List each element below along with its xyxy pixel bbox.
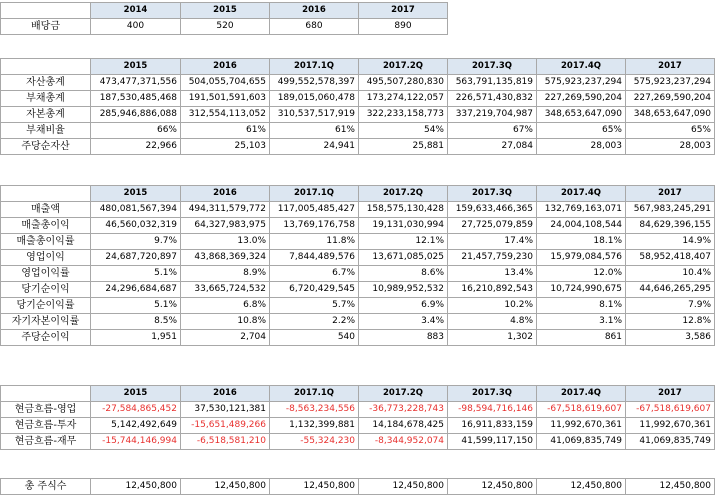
value-cell[interactable]: 41,069,835,749 (537, 434, 626, 450)
row-label[interactable]: 매출총이익률 (1, 234, 91, 250)
dividend-value[interactable]: 890 (359, 19, 448, 35)
table-row (1, 139, 715, 155)
cashflow-table (0, 385, 715, 450)
period-header[interactable]: 2017.2Q (359, 386, 448, 402)
value-cell[interactable]: 117,005,485,427 (270, 202, 359, 218)
value-cell[interactable]: 1,302 (448, 330, 537, 346)
period-header[interactable]: 2017.2Q (359, 59, 448, 75)
value-cell[interactable]: 84,629,396,155 (626, 218, 715, 234)
value-cell[interactable]: 2.2% (270, 314, 359, 330)
value-cell[interactable]: 575,923,237,294 (537, 75, 626, 91)
value-cell[interactable]: 132,769,163,071 (537, 202, 626, 218)
dividend-value[interactable]: 400 (91, 19, 181, 35)
value-cell[interactable]: 12,450,800 (181, 479, 270, 495)
period-header[interactable]: 2017.4Q (537, 59, 626, 75)
value-cell[interactable]: 24,296,684,687 (91, 282, 181, 298)
value-cell[interactable]: 9.7% (91, 234, 181, 250)
period-header[interactable]: 2017.3Q (448, 59, 537, 75)
value-cell[interactable]: 61% (181, 123, 270, 139)
value-cell[interactable]: 504,055,704,655 (181, 75, 270, 91)
row-label[interactable]: 부채비율 (1, 123, 91, 139)
table-row (1, 75, 715, 91)
value-cell[interactable]: 54% (359, 123, 448, 139)
value-cell[interactable]: 5.1% (91, 266, 181, 282)
table-row (1, 202, 715, 218)
table-row (1, 330, 715, 346)
value-cell[interactable]: 12.1% (359, 234, 448, 250)
value-cell[interactable]: 5.1% (91, 298, 181, 314)
income-table (0, 185, 715, 346)
value-cell[interactable]: -67,518,619,607 (537, 402, 626, 418)
value-cell[interactable]: 10,989,952,532 (359, 282, 448, 298)
table-row (1, 282, 715, 298)
value-cell[interactable]: 285,946,886,088 (91, 107, 181, 123)
value-cell[interactable]: 8.5% (91, 314, 181, 330)
dividend-value[interactable]: 520 (181, 19, 270, 35)
value-cell[interactable]: 22,966 (91, 139, 181, 155)
value-cell[interactable]: -98,594,716,146 (448, 402, 537, 418)
value-cell[interactable]: 575,923,237,294 (626, 75, 715, 91)
value-cell[interactable]: 227,269,590,204 (626, 91, 715, 107)
value-cell[interactable]: 43,868,369,324 (181, 250, 270, 266)
value-cell[interactable]: -67,518,619,607 (626, 402, 715, 418)
value-cell[interactable]: 187,530,485,468 (91, 91, 181, 107)
value-cell[interactable]: 65% (537, 123, 626, 139)
shares-table (0, 478, 715, 495)
value-cell[interactable]: 24,687,720,897 (91, 250, 181, 266)
row-label[interactable]: 주당순자산 (1, 139, 91, 155)
table-row (1, 234, 715, 250)
value-cell[interactable]: 312,554,113,052 (181, 107, 270, 123)
period-header[interactable]: 2016 (181, 186, 270, 202)
empty-cell[interactable] (1, 186, 91, 202)
value-cell[interactable]: 12,450,800 (537, 479, 626, 495)
period-header[interactable]: 2016 (181, 59, 270, 75)
value-cell[interactable]: 563,791,135,819 (448, 75, 537, 91)
year-header[interactable]: 2014 (91, 3, 181, 19)
value-cell[interactable]: 61% (270, 123, 359, 139)
dividend-table (0, 2, 448, 35)
value-cell[interactable]: 12,450,800 (270, 479, 359, 495)
empty-cell[interactable] (1, 386, 91, 402)
value-cell[interactable]: 8.1% (537, 298, 626, 314)
value-cell[interactable]: 540 (270, 330, 359, 346)
value-cell[interactable]: -6,518,581,210 (181, 434, 270, 450)
value-cell[interactable]: 3,586 (626, 330, 715, 346)
value-cell[interactable]: -27,584,865,452 (91, 402, 181, 418)
table-row (1, 314, 715, 330)
value-cell[interactable]: 1,951 (91, 330, 181, 346)
value-cell[interactable]: -8,344,952,074 (359, 434, 448, 450)
value-cell[interactable]: 16,911,833,159 (448, 418, 537, 434)
value-cell[interactable]: 25,881 (359, 139, 448, 155)
value-cell[interactable]: 66% (91, 123, 181, 139)
empty-cell[interactable] (1, 59, 91, 75)
value-cell[interactable]: 46,560,032,319 (91, 218, 181, 234)
period-header[interactable]: 2015 (91, 186, 181, 202)
table-row (1, 123, 715, 139)
value-cell[interactable]: 10.4% (626, 266, 715, 282)
value-cell[interactable]: 861 (537, 330, 626, 346)
value-cell[interactable]: 159,633,466,365 (448, 202, 537, 218)
table-row (1, 479, 715, 495)
dividend-label[interactable]: 배당금 (1, 19, 91, 35)
value-cell[interactable]: 13.4% (448, 266, 537, 282)
period-header[interactable]: 2017.3Q (448, 386, 537, 402)
row-label[interactable]: 현금흐름-재무 (1, 434, 91, 450)
table-row (1, 107, 715, 123)
value-cell[interactable]: 12.0% (537, 266, 626, 282)
value-cell[interactable]: 6.8% (181, 298, 270, 314)
year-header[interactable]: 2016 (270, 3, 359, 19)
table-row (1, 418, 715, 434)
row-label[interactable]: 부채총계 (1, 91, 91, 107)
value-cell[interactable]: 37,530,121,381 (181, 402, 270, 418)
value-cell[interactable]: 14,184,678,425 (359, 418, 448, 434)
value-cell[interactable]: 1,132,399,881 (270, 418, 359, 434)
value-cell[interactable]: -15,651,489,266 (181, 418, 270, 434)
value-cell[interactable]: 10,724,990,675 (537, 282, 626, 298)
year-header[interactable]: 2015 (181, 3, 270, 19)
value-cell[interactable]: 65% (626, 123, 715, 139)
value-cell[interactable]: -55,324,230 (270, 434, 359, 450)
value-cell[interactable]: 4.8% (448, 314, 537, 330)
value-cell[interactable]: 41,599,117,150 (448, 434, 537, 450)
value-cell[interactable]: 21,457,759,230 (448, 250, 537, 266)
balance-table (0, 58, 715, 155)
value-cell[interactable]: 226,571,430,832 (448, 91, 537, 107)
period-header[interactable]: 2017.4Q (537, 386, 626, 402)
value-cell[interactable]: 7,844,489,576 (270, 250, 359, 266)
table-row (1, 250, 715, 266)
shares-label[interactable]: 총 주식수 (1, 479, 91, 495)
row-label[interactable]: 매출액 (1, 202, 91, 218)
value-cell[interactable]: 25,103 (181, 139, 270, 155)
value-cell[interactable]: 883 (359, 330, 448, 346)
value-cell[interactable]: 6,720,429,545 (270, 282, 359, 298)
value-cell[interactable]: 18.1% (537, 234, 626, 250)
value-cell[interactable]: 3.4% (359, 314, 448, 330)
value-cell[interactable]: 14.9% (626, 234, 715, 250)
period-header[interactable]: 2017.1Q (270, 186, 359, 202)
empty-cell[interactable] (1, 3, 91, 19)
row-label[interactable]: 자기자본이익률 (1, 314, 91, 330)
value-cell[interactable]: 2,704 (181, 330, 270, 346)
value-cell[interactable]: 11,992,670,361 (626, 418, 715, 434)
period-header[interactable]: 2017.4Q (537, 186, 626, 202)
value-cell[interactable]: 189,015,060,478 (270, 91, 359, 107)
value-cell[interactable]: 58,952,418,407 (626, 250, 715, 266)
row-label[interactable]: 영업이익 (1, 250, 91, 266)
value-cell[interactable]: 173,274,122,057 (359, 91, 448, 107)
value-cell[interactable]: 494,311,579,772 (181, 202, 270, 218)
period-header[interactable]: 2015 (91, 59, 181, 75)
period-header[interactable]: 2017.2Q (359, 186, 448, 202)
value-cell[interactable]: 227,269,590,204 (537, 91, 626, 107)
value-cell[interactable]: 33,665,724,532 (181, 282, 270, 298)
value-cell[interactable]: 310,537,517,919 (270, 107, 359, 123)
row-label[interactable]: 자산총계 (1, 75, 91, 91)
period-header[interactable]: 2017.3Q (448, 186, 537, 202)
value-cell[interactable]: 24,941 (270, 139, 359, 155)
table-row (1, 91, 715, 107)
value-cell[interactable]: 348,653,647,090 (626, 107, 715, 123)
value-cell[interactable]: 337,219,704,987 (448, 107, 537, 123)
value-cell[interactable]: 13,671,085,025 (359, 250, 448, 266)
value-cell[interactable]: -15,744,146,994 (91, 434, 181, 450)
value-cell[interactable]: 12,450,800 (626, 479, 715, 495)
table-row (1, 298, 715, 314)
value-cell[interactable]: 17.4% (448, 234, 537, 250)
value-cell[interactable]: 11,992,670,361 (537, 418, 626, 434)
value-cell[interactable]: 322,233,158,773 (359, 107, 448, 123)
value-cell[interactable]: 16,210,892,543 (448, 282, 537, 298)
row-label[interactable]: 주당순이익 (1, 330, 91, 346)
row-label[interactable]: 현금흐름-투자 (1, 418, 91, 434)
period-header[interactable]: 2017 (626, 186, 715, 202)
value-cell[interactable]: 19,131,030,994 (359, 218, 448, 234)
value-cell[interactable]: 567,983,245,291 (626, 202, 715, 218)
row-label[interactable]: 당기순이익 (1, 282, 91, 298)
value-cell[interactable]: -8,563,234,556 (270, 402, 359, 418)
table-row (1, 266, 715, 282)
row-label[interactable]: 자본총계 (1, 107, 91, 123)
value-cell[interactable]: 12,450,800 (448, 479, 537, 495)
value-cell[interactable]: 12,450,800 (91, 479, 181, 495)
value-cell[interactable]: 191,501,591,603 (181, 91, 270, 107)
value-cell[interactable]: 28,003 (626, 139, 715, 155)
table-row (1, 434, 715, 450)
period-header[interactable]: 2017.1Q (270, 386, 359, 402)
period-header[interactable]: 2017.1Q (270, 59, 359, 75)
value-cell[interactable]: 13.0% (181, 234, 270, 250)
value-cell[interactable]: 499,552,578,397 (270, 75, 359, 91)
value-cell[interactable]: 10.2% (448, 298, 537, 314)
value-cell[interactable]: 28,003 (537, 139, 626, 155)
value-cell[interactable]: 44,646,265,295 (626, 282, 715, 298)
value-cell[interactable]: 10.8% (181, 314, 270, 330)
row-label[interactable]: 매출총이익 (1, 218, 91, 234)
value-cell[interactable]: 11.8% (270, 234, 359, 250)
value-cell[interactable]: 12.8% (626, 314, 715, 330)
value-cell[interactable]: 473,477,371,556 (91, 75, 181, 91)
value-cell[interactable]: 6.7% (270, 266, 359, 282)
period-header[interactable]: 2017 (626, 386, 715, 402)
value-cell[interactable]: 67% (448, 123, 537, 139)
value-cell[interactable]: 5,142,492,649 (91, 418, 181, 434)
table-row (1, 402, 715, 418)
table-row (1, 218, 715, 234)
period-header[interactable]: 2016 (181, 386, 270, 402)
dividend-value[interactable]: 680 (270, 19, 359, 35)
value-cell[interactable]: 6.9% (359, 298, 448, 314)
value-cell[interactable]: 27,725,079,859 (448, 218, 537, 234)
row-label[interactable]: 영업이익률 (1, 266, 91, 282)
value-cell[interactable]: 64,327,983,975 (181, 218, 270, 234)
value-cell[interactable]: 24,004,108,544 (537, 218, 626, 234)
value-cell[interactable]: 348,653,647,090 (537, 107, 626, 123)
value-cell[interactable]: 8.9% (181, 266, 270, 282)
value-cell[interactable]: 495,507,280,830 (359, 75, 448, 91)
year-header[interactable]: 2017 (359, 3, 448, 19)
value-cell[interactable]: 13,769,176,758 (270, 218, 359, 234)
value-cell[interactable]: 3.1% (537, 314, 626, 330)
value-cell[interactable]: 8.6% (359, 266, 448, 282)
row-label[interactable]: 당기순이익률 (1, 298, 91, 314)
value-cell[interactable]: 15,979,084,576 (537, 250, 626, 266)
period-header[interactable]: 2017 (626, 59, 715, 75)
value-cell[interactable]: 27,084 (448, 139, 537, 155)
value-cell[interactable]: 7.9% (626, 298, 715, 314)
period-header[interactable]: 2015 (91, 386, 181, 402)
value-cell[interactable]: -36,773,228,743 (359, 402, 448, 418)
value-cell[interactable]: 480,081,567,394 (91, 202, 181, 218)
row-label[interactable]: 현금흐름-영업 (1, 402, 91, 418)
value-cell[interactable]: 158,575,130,428 (359, 202, 448, 218)
value-cell[interactable]: 41,069,835,749 (626, 434, 715, 450)
value-cell[interactable]: 12,450,800 (359, 479, 448, 495)
value-cell[interactable]: 5.7% (270, 298, 359, 314)
